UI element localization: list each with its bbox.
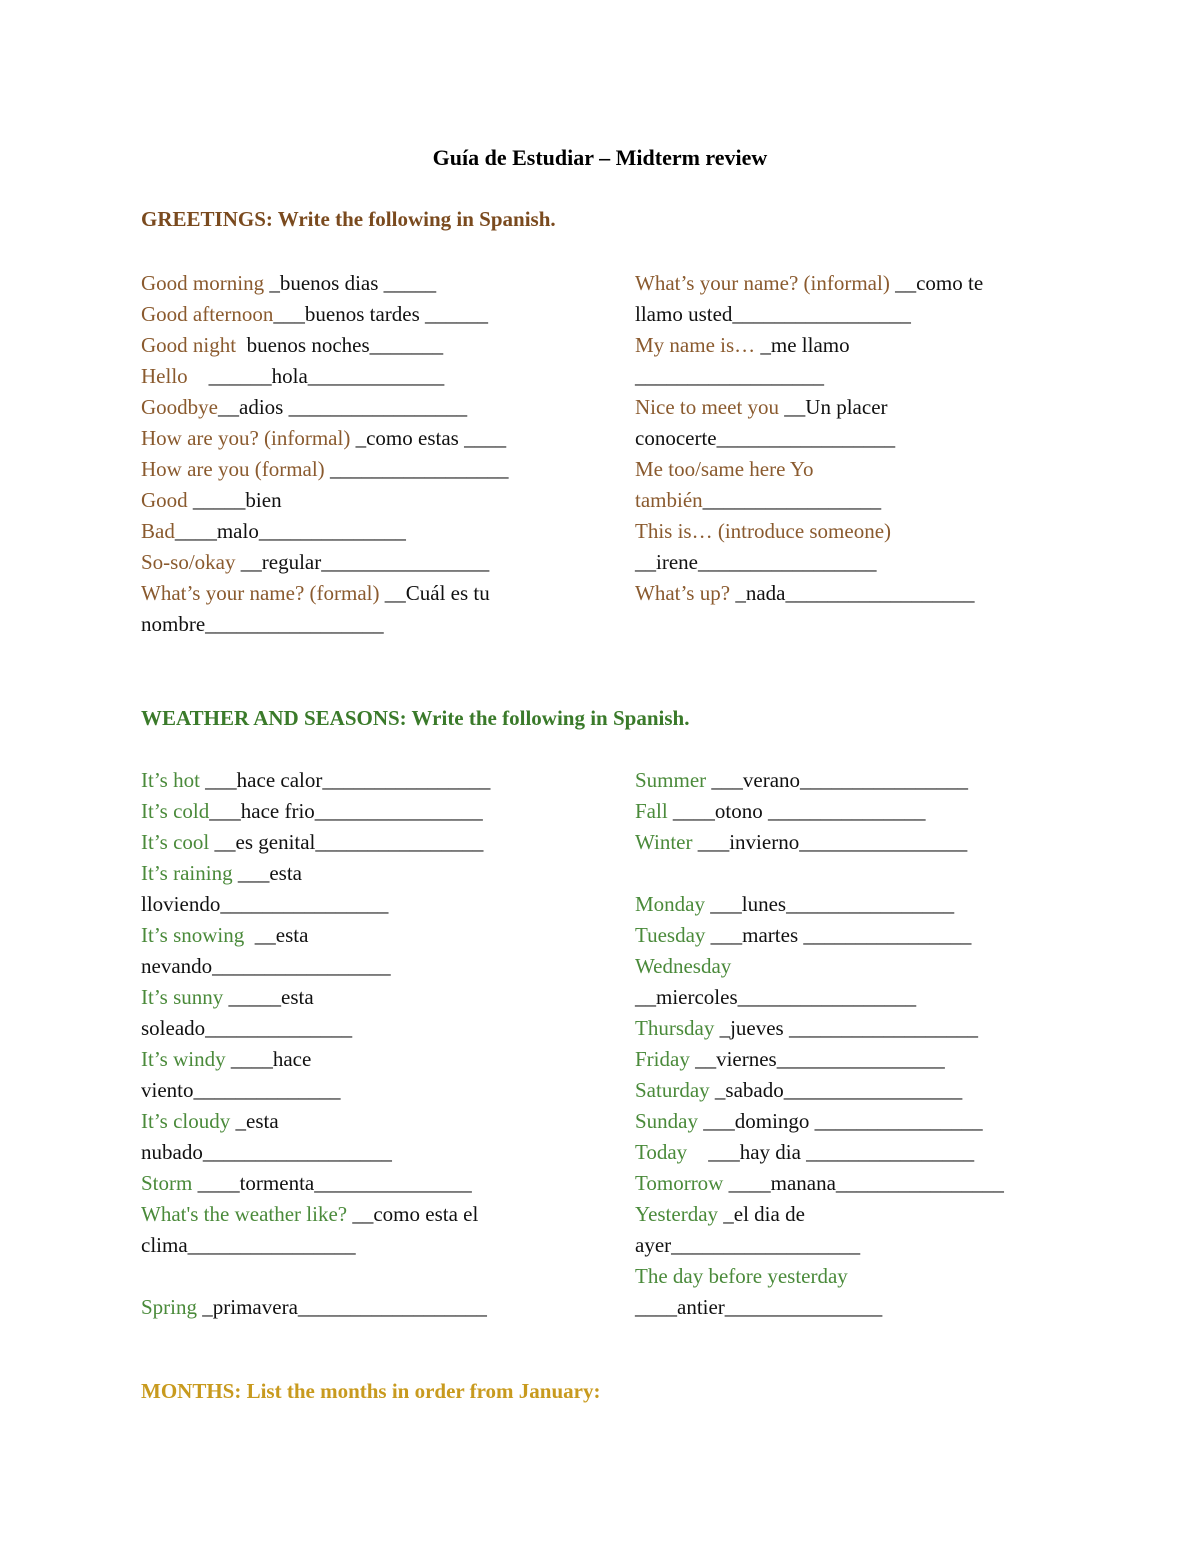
- answer-text: ___verano________________: [706, 768, 969, 792]
- worksheet-line: [635, 858, 1050, 889]
- worksheet-line: [635, 392, 1050, 423]
- worksheet-line: [141, 858, 556, 889]
- answer-text: __irene_________________: [635, 550, 877, 574]
- answer-text: ayer__________________: [635, 1233, 861, 1257]
- worksheet-line: [635, 330, 1050, 361]
- prompt-text: Nice to meet you: [635, 395, 780, 419]
- prompt-text: My name is…: [635, 333, 756, 357]
- prompt-text: It’s cool: [141, 830, 210, 854]
- answer-text: __como te: [889, 271, 984, 295]
- worksheet-line: [141, 1168, 556, 1199]
- prompt-text: What’s your name? (formal): [141, 581, 380, 605]
- prompt-text: Good night: [141, 333, 237, 357]
- worksheet-line: [635, 1199, 1050, 1230]
- prompt-text: Goodbye: [141, 395, 218, 419]
- prompt-text: Wednesday: [635, 954, 732, 978]
- prompt-text: Yesterday: [635, 1202, 719, 1226]
- prompt-text: Good afternoon: [141, 302, 274, 326]
- answer-text: ___lunes________________: [705, 892, 955, 916]
- answer-text: _buenos dias _____: [264, 271, 437, 295]
- worksheet-line: [141, 609, 556, 640]
- answer-text: __adios _________________: [218, 395, 468, 419]
- answer-text: conocerte_________________: [635, 426, 896, 450]
- worksheet-line: [141, 1137, 556, 1168]
- answer-text: _esta: [230, 1109, 279, 1133]
- prompt-text: It’s raining: [141, 861, 233, 885]
- worksheet-line: [635, 578, 1050, 609]
- worksheet-line: [141, 765, 556, 796]
- page-title: Guía de Estudiar – Midterm review: [432, 145, 768, 170]
- worksheet-line: [141, 920, 556, 951]
- answer-text: ___hace calor________________: [199, 768, 491, 792]
- prompt-text: It’s cold: [141, 799, 210, 823]
- worksheet-line: [635, 1137, 1050, 1168]
- answer-text: ____tormenta_______________: [192, 1171, 472, 1195]
- worksheet-line: [141, 1261, 556, 1292]
- worksheet-line: [635, 454, 1050, 485]
- answer-text: _me llamo: [755, 333, 850, 357]
- worksheet-line: [635, 889, 1050, 920]
- worksheet-line: [635, 982, 1050, 1013]
- prompt-text: What’s up?: [635, 581, 731, 605]
- worksheet-line: [141, 982, 556, 1013]
- worksheet-line: [141, 1075, 556, 1106]
- worksheet-line: [635, 1075, 1050, 1106]
- answer-text: viento______________: [141, 1078, 341, 1102]
- prompt-text: Tomorrow: [635, 1171, 724, 1195]
- answer-text: __Cuál es tu: [379, 581, 490, 605]
- answer-text: nombre_________________: [141, 612, 384, 636]
- prompt-text: Fall: [635, 799, 668, 823]
- worksheet-line: [635, 1168, 1050, 1199]
- answer-text: nubado__________________: [141, 1140, 392, 1164]
- answer-text: _como estas ____: [350, 426, 507, 450]
- answer-text: ____hace: [225, 1047, 312, 1071]
- prompt-text: Spring: [141, 1295, 198, 1319]
- worksheet-line: [635, 1261, 1050, 1292]
- answer-text: _primavera__________________: [197, 1295, 487, 1319]
- answer-text: _____bien: [187, 488, 282, 512]
- prompt-text: Bad: [141, 519, 175, 543]
- answer-text: ______hola_____________: [187, 364, 445, 388]
- worksheet-line: [141, 485, 556, 516]
- prompt-text: Good morning: [141, 271, 265, 295]
- answer-text: lloviendo________________: [141, 892, 389, 916]
- worksheet-line: [141, 1013, 556, 1044]
- answer-text: _jueves __________________: [714, 1016, 978, 1040]
- weather-right-column: [635, 765, 1050, 1323]
- worksheet-line: [141, 361, 556, 392]
- greetings-left-column: [141, 268, 556, 640]
- answer-text: ___domingo ________________: [698, 1109, 983, 1133]
- prompt-text: Sunday: [635, 1109, 698, 1133]
- worksheet-line: [141, 330, 556, 361]
- worksheet-line: [635, 1292, 1050, 1323]
- prompt-text: Tuesday: [635, 923, 706, 947]
- worksheet-line: [635, 547, 1050, 578]
- prompt-text: It’s hot: [141, 768, 200, 792]
- prompt-text: Storm: [141, 1171, 193, 1195]
- worksheet-line: [635, 1013, 1050, 1044]
- answer-text: _____esta: [223, 985, 314, 1009]
- prompt-text: So-so/okay: [141, 550, 236, 574]
- answer-text: __como esta el: [347, 1202, 479, 1226]
- greetings-heading: GREETINGS: Write the following in Spanish.: [141, 207, 556, 231]
- answer-text: _el dia de: [718, 1202, 805, 1226]
- worksheet-line: [141, 1199, 556, 1230]
- answer-text: ____malo______________: [174, 519, 406, 543]
- answer-text: ___hace frio________________: [209, 799, 483, 823]
- prompt-text: también: [635, 488, 703, 512]
- answer-text: ____antier_______________: [635, 1295, 883, 1319]
- worksheet-line: [141, 516, 556, 547]
- worksheet-line: [635, 1230, 1050, 1261]
- worksheet-line: [141, 268, 556, 299]
- answer-text: ____manana________________: [723, 1171, 1004, 1195]
- prompt-text: Today: [635, 1140, 688, 1164]
- prompt-text: This is… (introduce someone): [635, 519, 892, 543]
- prompt-text: The day before yesterday: [635, 1264, 848, 1288]
- worksheet-line: [635, 423, 1050, 454]
- prompt-text: It’s snowing: [141, 923, 245, 947]
- prompt-text: Hello: [141, 364, 188, 388]
- answer-text: nevando_________________: [141, 954, 391, 978]
- weather-left-column: [141, 765, 556, 1323]
- worksheet-line: [635, 827, 1050, 858]
- prompt-text: It’s cloudy: [141, 1109, 231, 1133]
- worksheet-line: [635, 361, 1050, 392]
- answer-text: _sabado_________________: [709, 1078, 963, 1102]
- answer-text: ____otono _______________: [667, 799, 926, 823]
- answer-text: soleado______________: [141, 1016, 353, 1040]
- worksheet-line: [141, 796, 556, 827]
- answer-text: __viernes________________: [689, 1047, 945, 1071]
- prompt-text: What's the weather like?: [141, 1202, 348, 1226]
- answer-text: clima________________: [141, 1233, 356, 1257]
- worksheet-line: [141, 454, 556, 485]
- greetings-right-column: [635, 268, 1050, 609]
- answer-text: llamo usted_________________: [635, 302, 911, 326]
- worksheet-line: [141, 889, 556, 920]
- prompt-text: Me too/same here Yo: [635, 457, 814, 481]
- prompt-text: Saturday: [635, 1078, 710, 1102]
- worksheet-line: [635, 920, 1050, 951]
- months-heading: MONTHS: List the months in order from January:: [141, 1379, 601, 1403]
- answer-text: __miercoles_________________: [635, 985, 917, 1009]
- prompt-text: Winter: [635, 830, 693, 854]
- prompt-text: Monday: [635, 892, 705, 916]
- answer-text: ___esta: [232, 861, 302, 885]
- prompt-text: Summer: [635, 768, 707, 792]
- answer-text: buenos noches_______: [236, 333, 444, 357]
- answer-text: ___hay dia ________________: [687, 1140, 975, 1164]
- worksheet-line: [141, 1106, 556, 1137]
- worksheet-line: [141, 578, 556, 609]
- answer-text: ___martes ________________: [705, 923, 972, 947]
- prompt-text: Friday: [635, 1047, 690, 1071]
- answer-text: __________________: [635, 364, 824, 388]
- answer-text: _________________: [702, 488, 882, 512]
- prompt-text: It’s windy: [141, 1047, 226, 1071]
- answer-text: __Un placer: [779, 395, 888, 419]
- prompt-text: Good: [141, 488, 188, 512]
- weather-heading: WEATHER AND SEASONS: Write the following in Spanish.: [141, 706, 690, 730]
- worksheet-line: [635, 268, 1050, 299]
- worksheet-line: [141, 1292, 556, 1323]
- answer-text: __es genital________________: [209, 830, 484, 854]
- answer-text: __esta: [244, 923, 309, 947]
- worksheet-line: [141, 1230, 556, 1261]
- worksheet-line: [141, 951, 556, 982]
- worksheet-line: [141, 423, 556, 454]
- answer-text: _nada__________________: [730, 581, 975, 605]
- worksheet-line: [635, 1106, 1050, 1137]
- prompt-text: What’s your name? (informal): [635, 271, 890, 295]
- worksheet-line: [635, 796, 1050, 827]
- prompt-text: How are you (formal): [141, 457, 325, 481]
- worksheet-line: [635, 485, 1050, 516]
- worksheet-line: [141, 392, 556, 423]
- prompt-text: How are you? (informal): [141, 426, 351, 450]
- answer-text: _________________: [324, 457, 509, 481]
- prompt-text: It’s sunny: [141, 985, 224, 1009]
- worksheet-line: [141, 1044, 556, 1075]
- answer-text: __regular________________: [235, 550, 490, 574]
- worksheet-line: [635, 1044, 1050, 1075]
- worksheet-line: [635, 516, 1050, 547]
- worksheet-line: [141, 827, 556, 858]
- worksheet-line: [635, 299, 1050, 330]
- answer-text: ___buenos tardes ______: [273, 302, 489, 326]
- worksheet-line: [635, 951, 1050, 982]
- worksheet-line: [635, 765, 1050, 796]
- worksheet-line: [141, 547, 556, 578]
- prompt-text: Thursday: [635, 1016, 715, 1040]
- worksheet-line: [141, 299, 556, 330]
- answer-text: ___invierno________________: [692, 830, 968, 854]
